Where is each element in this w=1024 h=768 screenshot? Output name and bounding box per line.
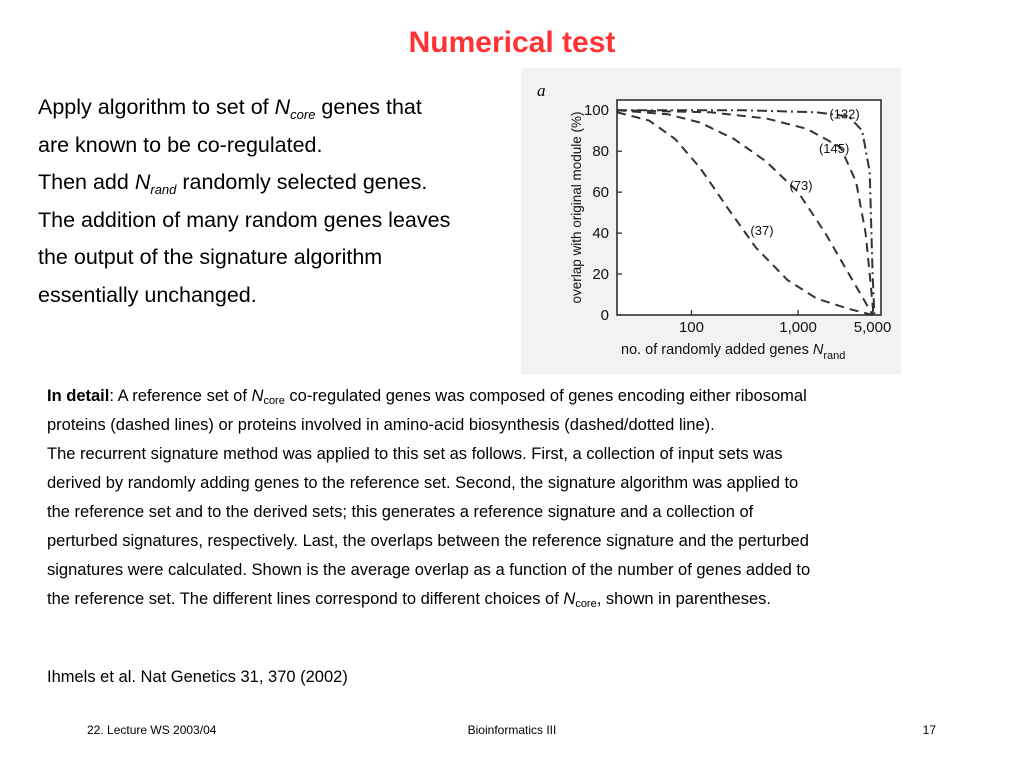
intro-line-1: Apply algorithm to set of $N_{core}$ genes that (38, 95, 422, 122)
detail-line-5: the reference set and to the derived sets; this generates a reference signature and a collection of (47, 503, 754, 521)
intro-line-5: the output of the signature algorithm (38, 245, 383, 269)
intro-text (38, 89, 528, 314)
detail-line-8: the reference set. The different lines correspond to different choices of $N_{core}$, shown in parentheses. (47, 590, 771, 610)
detail-text (47, 382, 977, 614)
y-tick-label: 80 (592, 143, 609, 161)
series-label: (73) (789, 178, 813, 194)
detail-line-3: The recurrent signature method was applied to this set as follows. First, a collection of input sets was (47, 445, 783, 463)
series-label: (145) (818, 141, 850, 157)
series-label: (37) (750, 223, 774, 239)
footer-page-number: 17 (922, 723, 936, 737)
intro-line-6: essentially unchanged. (38, 282, 257, 307)
y-tick-label: 40 (592, 225, 609, 243)
x-tick-label: 100 (678, 319, 705, 336)
footer-lecture: 22. Lecture WS 2003/04 (87, 723, 217, 737)
panel-label: a (537, 81, 546, 100)
intro-line-3: Then add $N_{rand}$ randomly selected genes. (38, 170, 428, 197)
footer-course: Bioinformatics III (467, 723, 557, 737)
y-axis-label: overlap with original module (%) (569, 111, 584, 304)
intro-line-4: The addition of many random genes leaves (38, 207, 451, 232)
x-axis-label: no. of randomly added genes $N_{rand}$ (621, 342, 846, 362)
slide-title: Numerical test (408, 26, 616, 59)
detail-heading: In detail (47, 387, 110, 405)
y-tick-label: 60 (592, 184, 609, 202)
y-tick-label: 20 (592, 266, 609, 284)
detail-line-4: derived by randomly adding genes to the reference set. Second, the signature algorithm was applied to (47, 474, 799, 492)
detail-line-6: perturbed signatures, respectively. Last, the overlaps between the reference signature and the perturbed (47, 532, 809, 550)
overlap-figure (521, 68, 901, 374)
plot-area (617, 100, 881, 315)
detail-line-1: In detail: A reference set of $N_{core}$ co-regulated genes was composed of genes encoding either ribosomal (47, 387, 807, 407)
x-tick-label: 5,000 (853, 319, 892, 336)
citation: Ihmels et al. Nat Genetics 31, 370 (2002) (47, 668, 348, 686)
overlap-chart (521, 68, 901, 374)
series-label: (132) (829, 106, 860, 122)
y-tick-label: 100 (583, 102, 609, 120)
intro-line-2: are known to be co-regulated. (38, 132, 323, 157)
detail-line-7: signatures were calculated. Shown is the average overlap as a function of the number of genes added to (47, 561, 811, 579)
detail-line-2: proteins (dashed lines) or proteins involved in amino-acid biosynthesis (dashed/dotted line). (47, 416, 715, 434)
x-tick-label: 1,000 (779, 319, 817, 336)
y-tick-label: 0 (600, 307, 609, 324)
